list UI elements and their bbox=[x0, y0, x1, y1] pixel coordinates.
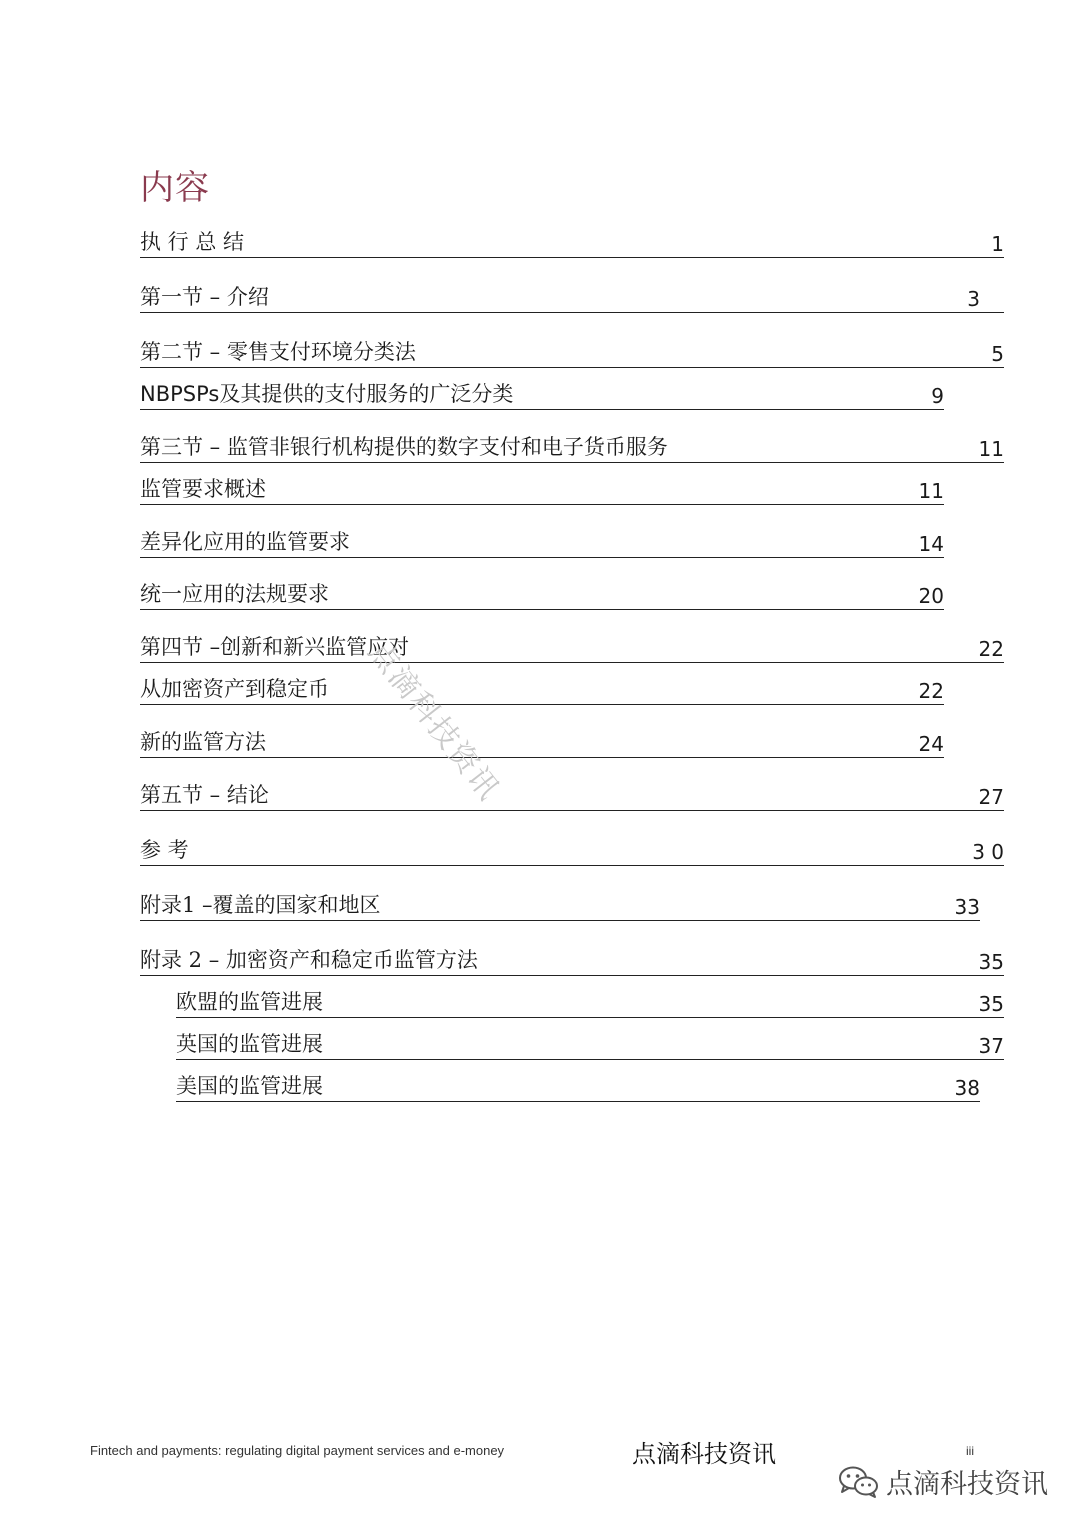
watermark: 点滴科技资讯 bbox=[361, 634, 507, 808]
toc-entry-label: 第一节 – 介绍 bbox=[140, 281, 271, 311]
toc-entry-label: 新的监管方法 bbox=[140, 726, 268, 756]
toc-entry-page: 22 bbox=[918, 679, 944, 703]
toc-entry-label: 差异化应用的监管要求 bbox=[140, 526, 352, 556]
footer-document-title: Fintech and payments: regulating digital payment services and e-money bbox=[90, 1443, 505, 1458]
toc-entry-label: 参 考 bbox=[140, 834, 191, 864]
toc-entry-label: 附录1 –覆盖的国家和地区 bbox=[140, 889, 383, 919]
toc-entry[interactable] bbox=[140, 225, 1004, 258]
toc-entry-page: 11 bbox=[918, 479, 944, 503]
toc-entry-label: 英国的监管进展 bbox=[176, 1028, 325, 1058]
toc-entry-label: 第四节 –创新和新兴监管应对 bbox=[140, 631, 411, 661]
toc-entry[interactable] bbox=[140, 472, 944, 505]
wechat-account-name: 点滴科技资讯 bbox=[886, 1469, 1048, 1500]
toc-entry-label: 欧盟的监管进展 bbox=[176, 986, 325, 1016]
toc-entry[interactable] bbox=[140, 377, 944, 410]
toc-entry-page: 9 bbox=[931, 384, 944, 408]
toc-entry-page: 35 bbox=[978, 992, 1004, 1016]
wechat-icon bbox=[838, 1465, 880, 1499]
toc-entry-label: 统一应用的法规要求 bbox=[140, 578, 331, 608]
toc-entry-label: 第二节 – 零售支付环境分类法 bbox=[140, 336, 418, 366]
toc-entry-label: 监管要求概述 bbox=[140, 473, 268, 503]
page-title: 内容 bbox=[140, 168, 210, 208]
toc-entry[interactable] bbox=[140, 725, 944, 758]
toc-entry[interactable] bbox=[140, 943, 1004, 976]
toc-entry-label: 第五节 – 结论 bbox=[140, 779, 271, 809]
toc-entry-page: 20 bbox=[918, 584, 944, 608]
toc-entry[interactable] bbox=[176, 1027, 1004, 1060]
toc-entry-page: 3 bbox=[967, 287, 980, 311]
toc-entry-page: 5 bbox=[991, 342, 1004, 366]
toc-entry-page: 27 bbox=[978, 785, 1004, 809]
toc-entry[interactable] bbox=[140, 672, 944, 705]
toc-entry-page: 24 bbox=[918, 732, 944, 756]
toc-entry[interactable] bbox=[176, 985, 1004, 1018]
toc-entry-page: 11 bbox=[978, 437, 1004, 461]
toc-entry[interactable] bbox=[140, 630, 1004, 663]
footer-brand: 点滴科技资讯 bbox=[632, 1440, 776, 1468]
toc-entry[interactable] bbox=[140, 280, 1004, 313]
toc-entry-page: 38 bbox=[954, 1076, 980, 1100]
toc-entry[interactable] bbox=[140, 335, 1004, 368]
toc-entry-label: 从加密资产到稳定币 bbox=[140, 673, 331, 703]
toc-entry-page: 1 bbox=[991, 232, 1004, 256]
toc-entry[interactable] bbox=[140, 888, 980, 921]
footer-page-number: iii bbox=[966, 1444, 974, 1458]
toc-entry[interactable] bbox=[140, 778, 1004, 811]
toc-entry[interactable] bbox=[140, 833, 1004, 866]
toc-entry-page: 37 bbox=[978, 1034, 1004, 1058]
toc-entry-page: 22 bbox=[978, 637, 1004, 661]
toc-entry-label: 附录 2 – 加密资产和稳定币监管方法 bbox=[140, 944, 480, 974]
toc-entry-page: 14 bbox=[918, 532, 944, 556]
toc-entry[interactable] bbox=[176, 1069, 980, 1102]
toc-entry-page: 35 bbox=[978, 950, 1004, 974]
toc-entry-label: 第三节 – 监管非银行机构提供的数字支付和电子货币服务 bbox=[140, 431, 670, 461]
toc-entry-page: 3 0 bbox=[972, 840, 1004, 864]
toc-entry[interactable] bbox=[140, 430, 1004, 463]
wechat-account-tag bbox=[838, 1462, 1048, 1501]
toc-entry-label: 执 行 总 结 bbox=[140, 226, 246, 256]
toc-entry[interactable] bbox=[140, 577, 944, 610]
toc-entry-label: NBPSPs及其提供的支付服务的广泛分类 bbox=[140, 378, 515, 408]
toc-entry[interactable] bbox=[140, 525, 944, 558]
toc-entry-label: 美国的监管进展 bbox=[176, 1070, 325, 1100]
toc-entry-page: 33 bbox=[954, 895, 980, 919]
